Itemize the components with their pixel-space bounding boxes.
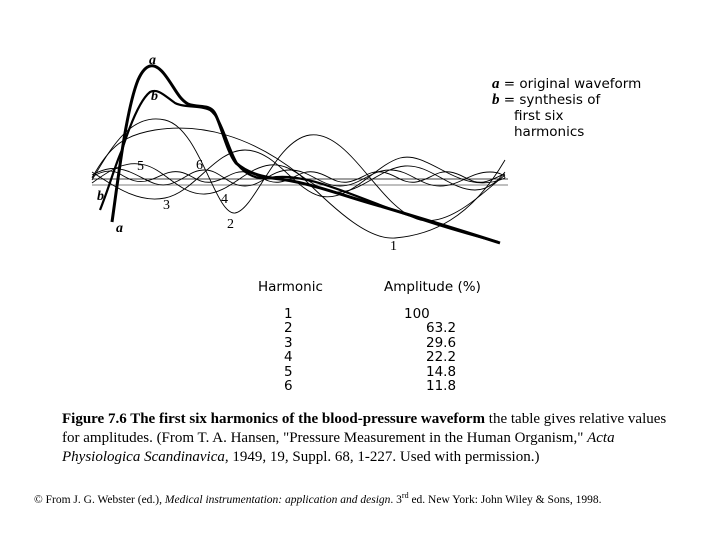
table-row: 5 14.8 (284, 363, 457, 380)
table-row: 6 11.8 (284, 378, 457, 395)
label-harmonic-1: 1 (390, 239, 397, 254)
table-row: 2 63.2 (284, 320, 457, 337)
table-row: 4 22.2 (284, 349, 457, 366)
harmonic-6-curve (92, 171, 505, 182)
figure-legend (492, 76, 641, 140)
caption-tail: , 1949, 19, Suppl. 68, 1-227. Used with permission.) (224, 449, 540, 465)
caption-lead: Figure 7.6 The first six harmonics of the blood-pressure waveform (62, 411, 486, 427)
caption-body: the table gives relative values for amplitudes. (From T. A. Hansen, "Pressure Measurement in the Human Organism," (62, 411, 667, 446)
table-row: 1 100 (284, 306, 430, 322)
label-harmonic-5: 5 (137, 159, 144, 174)
label-a-top: a (149, 53, 156, 68)
table-header-amplitude: Amplitude (%) (384, 279, 481, 295)
label-harmonic-6: 6 (196, 158, 203, 173)
original-a-curve (112, 66, 500, 243)
credit-book-title: Medical instrumentation: application and design (164, 493, 391, 506)
legend-row-b: b = synthesis of (492, 92, 601, 108)
label-b-left: b (97, 189, 104, 204)
source-credit: © From J. G. Webster (ed.), Medical instrumentation: application and design. 3rd ed. New York: John Wiley & Sons, 1998. (34, 491, 602, 506)
legend-row-first-six: first six (514, 108, 564, 124)
table-header-harmonic: Harmonic (258, 279, 323, 295)
label-harmonic-2: 2 (227, 217, 234, 232)
label-harmonic-4: 4 (221, 192, 228, 207)
legend-row-harmonics: harmonics (514, 124, 585, 140)
caption-journal: Acta Physiologica Scandinavica (62, 430, 615, 465)
table-row: 3 29.6 (284, 334, 457, 351)
amplitude-table (248, 279, 481, 393)
label-a-bottom: a (116, 221, 123, 236)
label-b-top: b (151, 89, 158, 104)
harmonic-2-curve (92, 119, 505, 221)
legend-row-a: a = original waveform (492, 76, 642, 92)
figure-caption (62, 410, 682, 467)
label-harmonic-3: 3 (163, 198, 170, 213)
